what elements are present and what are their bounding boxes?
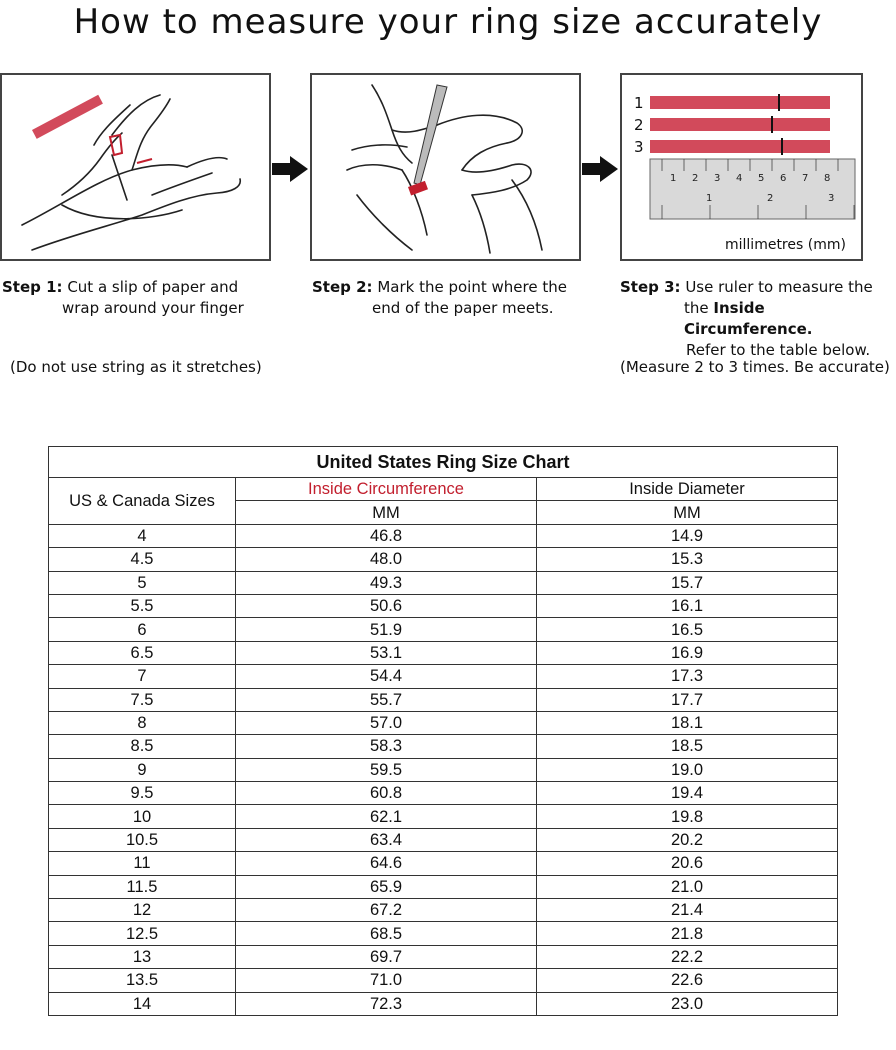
cell-size: 8 [49,711,236,734]
ruler-tick: 2 [767,193,774,204]
cell-diameter: 21.8 [537,922,838,945]
step2-text [312,277,567,319]
cell-diameter: 16.5 [537,618,838,641]
step-emphasis: Inside Circumference. [684,299,813,338]
ring-size-table [48,446,838,1016]
table-row [49,992,838,1015]
table-row [49,688,838,711]
ruler-illustration [622,75,861,259]
ruler-tick: 2 [692,173,699,184]
cell-circumference: 68.5 [236,922,537,945]
cell-circumference: 53.1 [236,641,537,664]
pencil-icon [414,85,447,185]
table-row [49,758,838,781]
cell-diameter: 20.6 [537,852,838,875]
table-row [49,594,838,617]
cell-size: 9.5 [49,782,236,805]
cell-circumference: 62.1 [236,805,537,828]
cell-diameter: 19.0 [537,758,838,781]
cell-size: 11.5 [49,875,236,898]
cell-circumference: 67.2 [236,899,537,922]
step3-note: (Measure 2 to 3 times. Be accurate) [620,358,890,376]
cell-diameter: 19.8 [537,805,838,828]
step3-illustration [620,73,863,261]
cell-size: 14 [49,992,236,1015]
table-row [49,805,838,828]
cell-size: 6.5 [49,641,236,664]
table-row [49,548,838,571]
ruler [650,159,855,219]
table-title: United States Ring Size Chart [49,447,838,478]
cell-size: 11 [49,852,236,875]
ruler-tick: 6 [780,173,787,184]
step-line: Mark the point where the [377,278,567,296]
cell-size: 13 [49,945,236,968]
ruler-tick: 7 [802,173,809,184]
cell-circumference: 54.4 [236,665,537,688]
ruler-tick: 3 [828,193,835,204]
table-body [49,524,838,1015]
cell-circumference: 59.5 [236,758,537,781]
cell-size: 12.5 [49,922,236,945]
cell-size: 4.5 [49,548,236,571]
table-row [49,711,838,734]
cell-diameter: 16.9 [537,641,838,664]
col-header-diameter: Inside Diameter [537,478,838,501]
step-line: Refer to the table below. [686,341,871,359]
cell-diameter: 17.3 [537,665,838,688]
arrow-right-icon [272,156,308,182]
cell-size: 7.5 [49,688,236,711]
cell-diameter: 14.9 [537,524,838,547]
cell-circumference: 69.7 [236,945,537,968]
table-row [49,852,838,875]
strip-number: 2 [634,116,644,134]
step2-illustration [310,73,581,261]
step-line: end of the paper meets. [372,299,554,317]
step3-text [620,277,896,361]
step-label: Step 3: [620,278,681,296]
unit-mm: MM [236,501,537,524]
paper-strip [32,95,103,139]
cell-circumference: 63.4 [236,828,537,851]
step-label: Step 1: [2,278,63,296]
cell-size: 13.5 [49,969,236,992]
unit-label: millimetres (mm) [725,237,846,253]
cell-diameter: 21.0 [537,875,838,898]
strip-number: 1 [634,94,644,112]
cell-diameter: 15.3 [537,548,838,571]
cell-diameter: 21.4 [537,899,838,922]
table-row [49,945,838,968]
cell-circumference: 48.0 [236,548,537,571]
table-row [49,641,838,664]
step-line: Use ruler to measure the [685,278,873,296]
table-row [49,875,838,898]
cell-size: 5.5 [49,594,236,617]
cell-size: 5 [49,571,236,594]
table-row [49,782,838,805]
cell-circumference: 64.6 [236,852,537,875]
table-row [49,828,838,851]
ruler-tick: 1 [670,173,677,184]
cell-size: 10 [49,805,236,828]
cell-circumference: 60.8 [236,782,537,805]
cell-diameter: 22.2 [537,945,838,968]
step-label: Step 2: [312,278,373,296]
cell-diameter: 23.0 [537,992,838,1015]
ruler-tick: 8 [824,173,831,184]
col-header-size: US & Canada Sizes [49,478,236,525]
ruler-tick: 1 [706,193,713,204]
strip-number: 3 [634,138,644,156]
cell-circumference: 57.0 [236,711,537,734]
cell-diameter: 22.6 [537,969,838,992]
cell-size: 10.5 [49,828,236,851]
cell-diameter: 16.1 [537,594,838,617]
ruler-tick: 4 [736,173,743,184]
cell-circumference: 55.7 [236,688,537,711]
table-row [49,735,838,758]
cell-diameter: 19.4 [537,782,838,805]
table-row [49,571,838,594]
cell-diameter: 17.7 [537,688,838,711]
cell-diameter: 15.7 [537,571,838,594]
step1-illustration [0,73,271,261]
table-row [49,969,838,992]
step-line: wrap around your finger [62,299,244,317]
ruler-tick: 5 [758,173,765,184]
cell-circumference: 65.9 [236,875,537,898]
step1-note: (Do not use string as it stretches) [10,358,262,376]
ruler-tick: 3 [714,173,721,184]
arrow-right-icon [582,156,618,182]
table-row [49,618,838,641]
table-row [49,665,838,688]
col-header-circumference: Inside Circumference [236,478,537,501]
table-row [49,524,838,547]
cell-circumference: 58.3 [236,735,537,758]
table-row [49,899,838,922]
cell-circumference: 71.0 [236,969,537,992]
page-title: How to measure your ring size accurately [73,2,823,42]
step-line: Cut a slip of paper and [67,278,239,296]
cell-size: 6 [49,618,236,641]
cell-size: 4 [49,524,236,547]
cell-circumference: 51.9 [236,618,537,641]
cell-circumference: 50.6 [236,594,537,617]
cell-size: 8.5 [49,735,236,758]
unit-mm: MM [537,501,838,524]
cell-diameter: 20.2 [537,828,838,851]
cell-size: 9 [49,758,236,781]
step-line: the [684,299,714,317]
cell-circumference: 72.3 [236,992,537,1015]
cell-size: 7 [49,665,236,688]
marking-illustration [312,75,579,259]
step1-text [2,277,244,319]
cell-diameter: 18.5 [537,735,838,758]
finger-wrap-illustration [2,75,269,259]
cell-circumference: 46.8 [236,524,537,547]
cell-diameter: 18.1 [537,711,838,734]
cell-circumference: 49.3 [236,571,537,594]
cell-size: 12 [49,899,236,922]
table-row [49,922,838,945]
